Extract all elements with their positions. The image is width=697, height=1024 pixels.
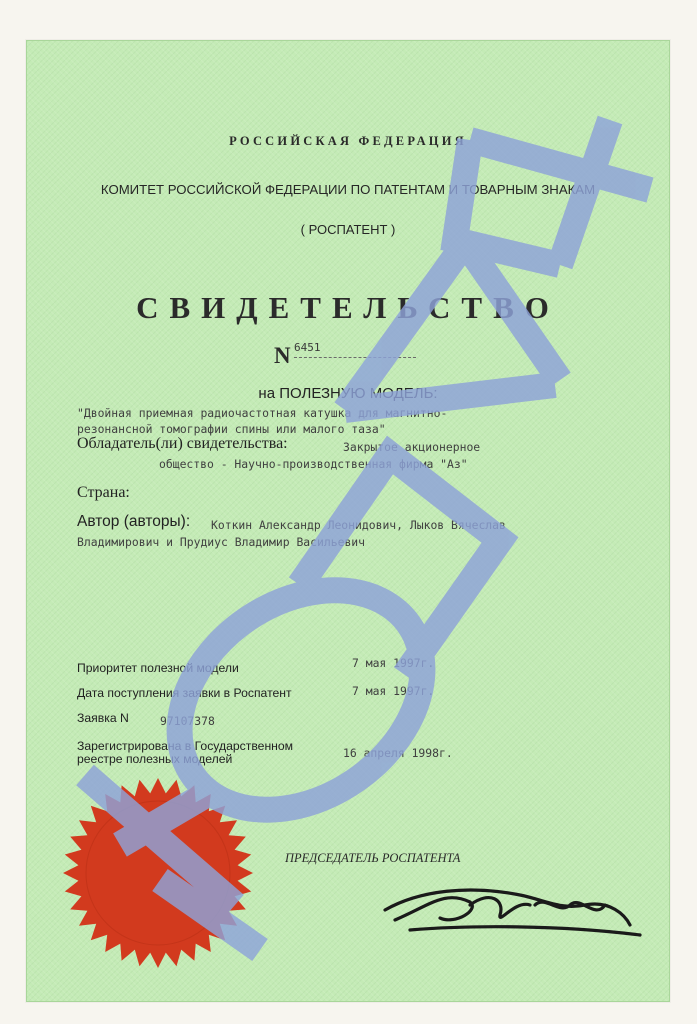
country-heading: РОССИЙСКАЯ ФЕДЕРАЦИЯ — [229, 134, 467, 148]
number-sign: N — [274, 343, 291, 368]
authors-line-2: Владимирович и Прудиус Владимир Васильевич — [77, 535, 366, 549]
owner-line-2: общество - Научно-производственная фирма "Аз" — [159, 457, 468, 471]
model-title-line-2: резонансной томографии спины или малого таза" — [77, 422, 386, 436]
authors-label: Автор (авторы): — [77, 513, 191, 530]
registered-value: 16 апреля 1998г. — [343, 746, 453, 760]
committee-heading: КОМИТЕТ РОССИЙСКОЙ ФЕДЕРАЦИИ ПО ПАТЕНТАМ И ТОВАРНЫМ ЗНАКАМ — [100, 182, 596, 197]
owner-line-1: Закрытое акционерное — [343, 440, 481, 454]
priority-value: 7 мая 1997г. — [352, 656, 435, 670]
registered-label-line-1: Зарегистрирована в Государственном — [77, 739, 294, 753]
received-label: Дата поступления заявки в Роспатент — [77, 686, 292, 700]
chairman-title: ПРЕДСЕДАТЕЛЬ РОСПАТЕНТА — [285, 851, 461, 865]
application-label: Заявка N — [77, 711, 129, 725]
model-type-label: на ПОЛЕЗНУЮ МОДЕЛЬ: — [258, 385, 438, 402]
certificate-title: СВИДЕТЕЛЬСТВО — [136, 290, 560, 325]
authors-line-1: Коткин Александр Леонидович, Лыков Вячеслав — [211, 518, 506, 532]
owner-label: Обладатель(ли) свидетельства: — [77, 435, 288, 452]
received-value: 7 мая 1997г. — [352, 684, 435, 698]
priority-label: Приоритет полезной модели — [77, 661, 239, 675]
certificate-sheet — [26, 40, 670, 1002]
model-title-line-1: "Двойная приемная радиочастотная катушка для магнитно- — [77, 406, 448, 420]
registered-label-line-2: реестре полезных моделей — [77, 752, 233, 766]
country-label: Страна: — [77, 484, 130, 501]
application-number: 97107378 — [160, 714, 215, 728]
agency-abbreviation: ( РОСПАТЕНТ ) — [300, 222, 396, 237]
certificate-number: 6451 — [294, 341, 416, 358]
